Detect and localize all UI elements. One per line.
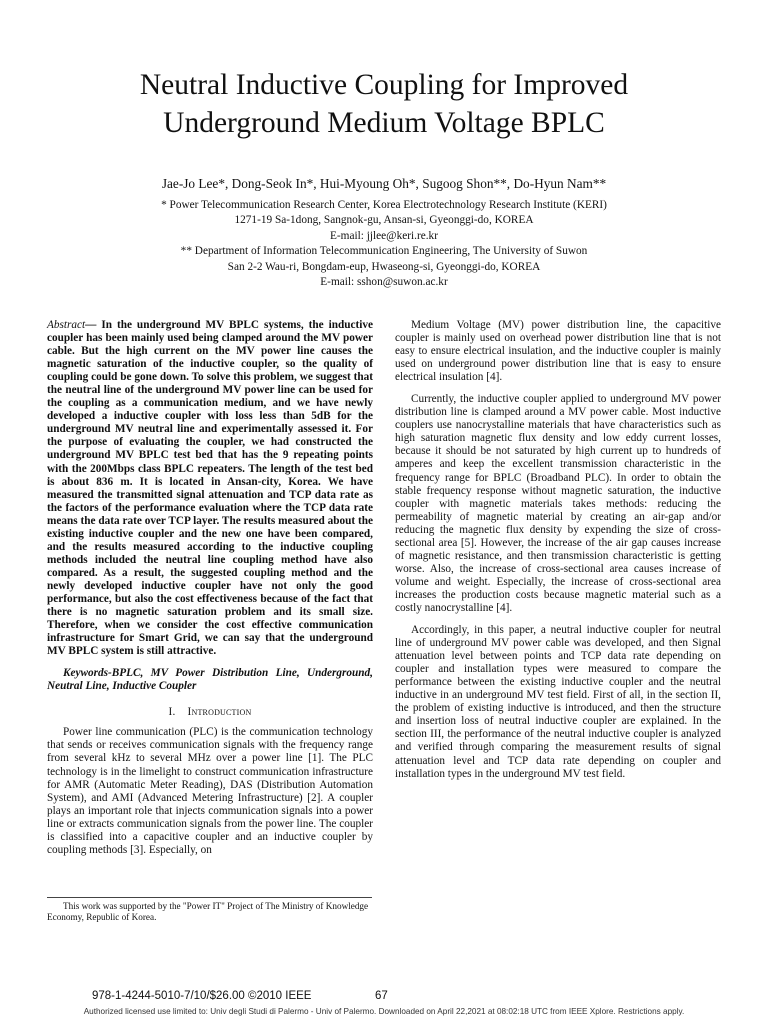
keywords: Keywords-BPLC, MV Power Distribution Line, Underground, Neutral Line, Inductive Coupler [47,667,373,693]
abstract-label: Abstract [47,319,86,331]
author-list: Jae-Jo Lee*, Dong-Seok In*, Hui-Myoung Oh*, Sugoog Shon**, Do-Hyun Nam** [161,176,607,191]
page-number: 67 [375,990,388,1002]
footnote: This work was supported by the "Power IT" Project of The Ministry of Knowledge Economy, Republic of Korea. [47,901,369,922]
affiliation-email: E-mail: sshon@suwon.ac.kr [320,276,448,289]
footnote-divider [47,897,372,898]
isbn-copyright: 978-1-4244-5010-7/10/$26.00 ©2010 IEEE [92,990,312,1002]
section-number: I. [168,706,176,719]
paper-title [40,66,728,142]
affiliation-line: * Power Telecommunication Research Center, Korea Electrotechnology Research Institute (KERI) [161,199,607,211]
section-title: Introduction [187,706,252,719]
right-column [395,319,721,781]
affiliations [40,198,728,290]
section-heading [47,706,373,719]
title-line-2: Underground Medium Voltage BPLC [163,107,605,139]
affiliation-line: 1271-19 Sa-1dong, Sangnok-gu, Ansan-si, Gyeonggi-do, KOREA [234,214,534,227]
abstract [47,319,373,658]
left-column [47,319,373,857]
license-notice: Authorized licensed use limited to: Univ degli Studi di Palermo - Univ of Palermo. Downloaded on April 22,2021 at 08:02:18 UTC from IEEE Xplore. Restrictions apply. [83,1007,685,1016]
title-line-1: Neutral Inductive Coupling for Improved [139,69,629,101]
affiliation-email: E-mail: jjlee@keri.re.kr [330,229,438,242]
body-paragraph: Medium Voltage (MV) power distribution line, the capacitive coupler is mainly used on overhead power distribution line that is not easy to ensure electrical insulation, and the inductive coupler is mainly used on underground power distribution line that is easy to ensure electrical insulation [4]. [395,319,721,384]
body-paragraph: Accordingly, in this paper, a neutral inductive coupler for neutral line of underground MV power cable was developed, and then Signal attenuation level between points and TCP data rate depending on coupler and installation types were measured to compare the performance between the existing inductive coupler and the neutral inductive in an underground MV test field. First of all, in the section II, the problem of existing inductive is introduced, and then the structure and insertion loss of neutral inductive coupler are explained. In the section III, the performance of the neutral inductive coupler is analyzed and verified through comparing the measurement results of signal attenuation level and TCP data rate depending on coupler and installation types in the underground MV test field. [395,624,721,780]
affiliation-line: San 2-2 Wau-ri, Bongdam-eup, Hwaseong-si, Gyeonggi-do, KOREA [227,260,541,273]
body-paragraph: Currently, the inductive coupler applied to underground MV power distribution line is clamped around a MV power cable. Most inductive couplers use nanocrystalline materials that have characteristics such as high saturation magnetic flux density and low eddy current losses, because it should be not saturated by high current up to hundreds of amperes and keep the excellent transmission characteristic in the frequency range for BPLC (Broadband PLC). In order to obtain the stable frequency response without magnetic saturation, the inductive coupler with magnetic materials takes methods: reducing the permeability of magnetic material by creating an air-gap and/or reducing the magnetic flux density by expending the size of cross-sectional area [5]. However, the increase of the air gap causes increase of magnetic resistance, and then transmission characteristic is getting worse. Also, the increase of cross-sectional area causes increase of volume and weight. Especially, the increase of cross-sectional area increases the production costs because magnetic material such as a costly nanocrystalline [4]. [395,393,721,614]
intro-paragraph: Power line communication (PLC) is the communication technology that sends or receives communication signals with the frequency range from several kHz to several MHz over a power line [1]. The PLC technology is in the limelight to construct communication infrastructure for AMR (Automatic Meter Reading), DAS (Distribution Automation System), and AMI (Advanced Metering Infrastructure) [2]. A coupler plays an important role that injects communication signals into a power line or extracts communication signals from the power line. The coupler is classified into a capacitive coupler and an inductive coupler by coupling methods [3]. Especially, on [47,726,373,856]
affiliation-line: ** Department of Information Telecommunication Engineering, The University of Suwon [180,245,588,258]
abstract-text: — In the underground MV BPLC systems, the inductive coupler has been mainly used being clamped around the MV power cable. But the high current on the MV power line causes the magnetic saturation of the inductive coupler, so the quality of coupling could be gone down. To solve this problem, we suggest that the neutral line of the underground MV power line can be used for the coupling as a communication medium, and we have newly developed a inductive coupler with loss less than 5dB for the underground MV neutral line and experimentally assessed it. For the purpose of evaluating the coupler, we had constructed the underground MV BPLC test bed that has the 9 repeating points with the 200Mbps class BPLC repeaters. The length of the test bed is about 836 m. It is located in Ansan-city, Korea. We have measured the transmitted signal attenuation and TCP data rate as the factors of the performance evaluation where the TCP data rate means the data rate over TCP layer. The results measured about the existing inductive coupler and the new one have been compared, and the results measured according to the inductive coupling methods included the neutral line coupling method have also compared. As a result, the suggested coupling method and the newly developed inductive coupler have not only the good performance, but also the cost effectiveness because of the fact that there is no magnetic saturation problem and its small size. Therefore, when we consider the cost effective communication infrastructure for Smart Grid, we can say that the underground MV BPLC system is still attractive. [47,319,373,658]
